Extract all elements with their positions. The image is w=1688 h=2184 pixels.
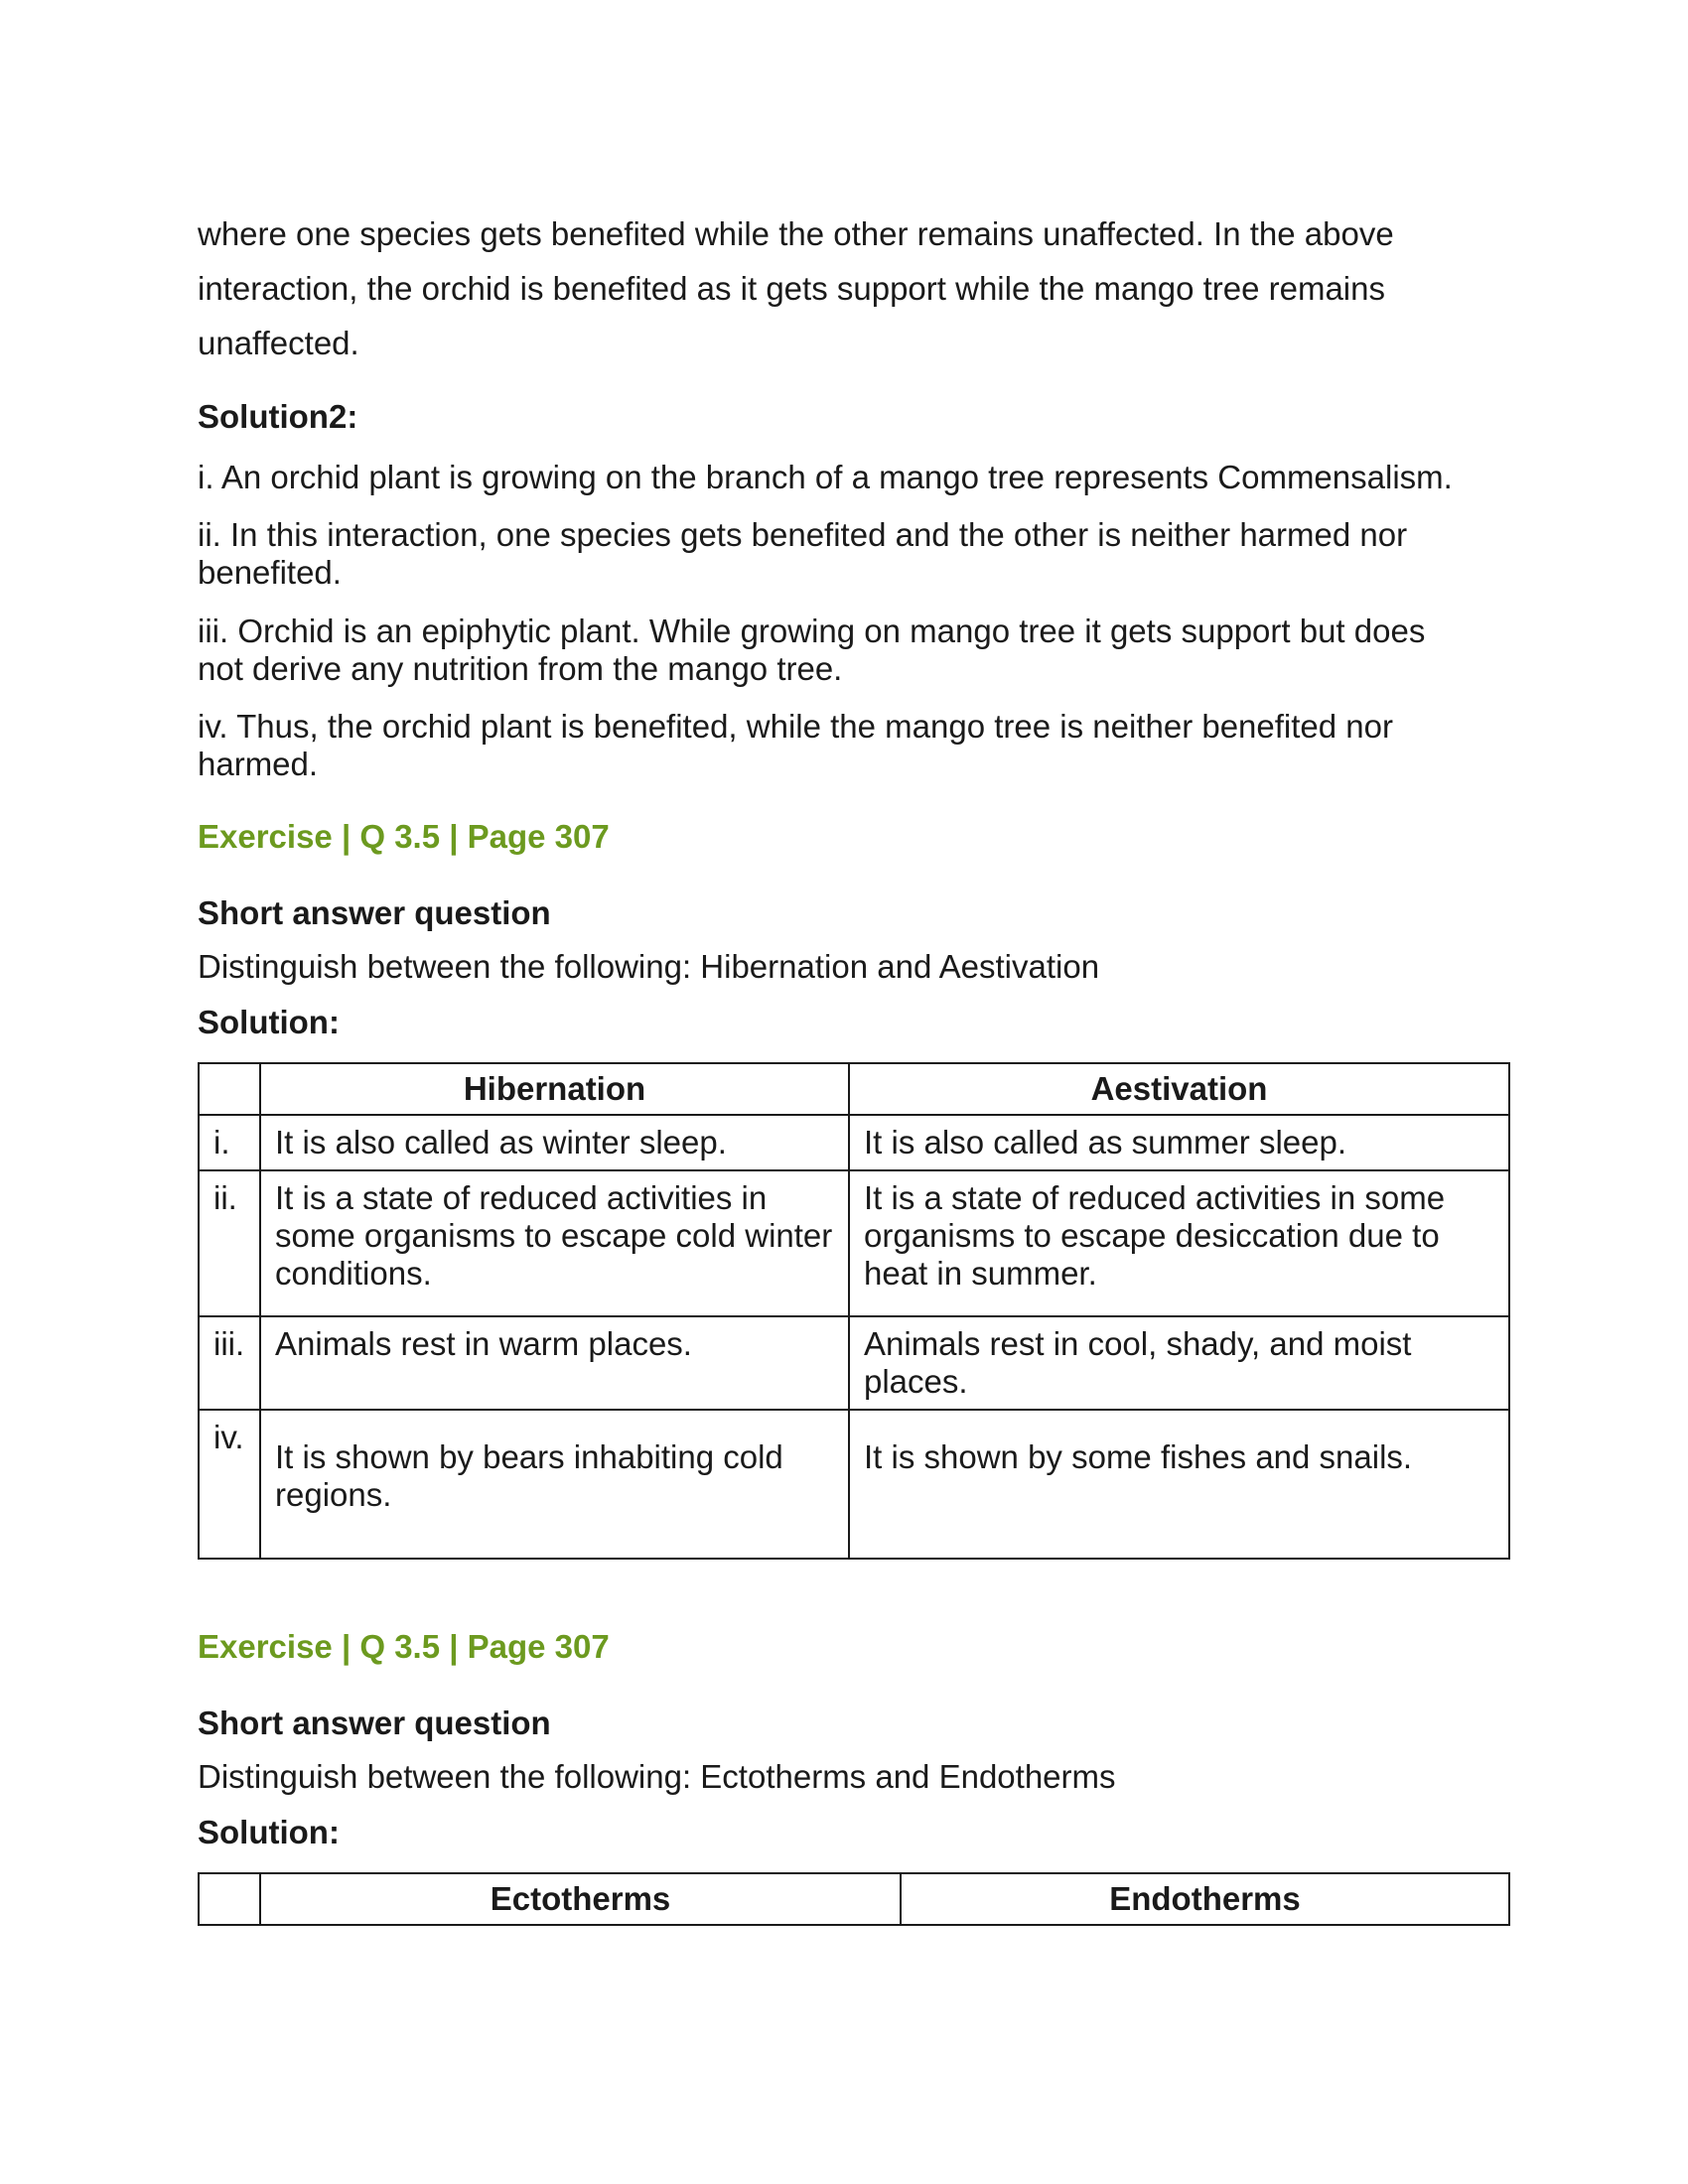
table-header-cell: Ectotherms xyxy=(260,1873,901,1925)
table-header-cell: Aestivation xyxy=(849,1063,1509,1115)
table-row xyxy=(199,1115,1509,1170)
exercise-heading-block xyxy=(198,1627,1508,1667)
solution-label: Solution: xyxy=(198,1814,340,1850)
intro-line: where one species gets benefited while the other remains unaffected. In the above xyxy=(198,215,1394,252)
table-header-cell: Hibernation xyxy=(260,1063,849,1115)
question-type: Short answer question xyxy=(198,1705,551,1741)
table-header-row xyxy=(199,1873,1509,1925)
table-header-cell xyxy=(199,1873,260,1925)
table-cell: It is also called as winter sleep. xyxy=(260,1115,849,1170)
exercise-heading: Exercise | Q 3.5 | Page 307 xyxy=(198,1628,610,1665)
solution2-item xyxy=(198,708,1508,783)
intro-line: unaffected. xyxy=(198,325,359,361)
table-cell: It is shown by bears inhabiting cold regions. xyxy=(260,1410,849,1559)
row-number: iii. xyxy=(199,1316,260,1410)
table-row xyxy=(199,1170,1509,1316)
exercise-heading-block xyxy=(198,817,1508,857)
question-type-block xyxy=(198,893,1508,933)
solution-label-block xyxy=(198,1003,1508,1042)
question-block xyxy=(198,1758,1508,1796)
table-cell: Animals rest in warm places. xyxy=(260,1316,849,1410)
solution2-item xyxy=(198,516,1508,592)
ectotherms-endotherms-table xyxy=(198,1872,1510,1926)
solution2-item-text: ii. In this interaction, one species gets benefited and the other is neither harmed nor benefited. xyxy=(198,516,1408,591)
row-number: ii. xyxy=(199,1170,260,1316)
solution2-item xyxy=(198,459,1508,496)
solution2-item-text: iv. Thus, the orchid plant is benefited, while the mango tree is neither benefited nor harmed. xyxy=(198,708,1394,782)
intro-paragraph xyxy=(198,206,1508,370)
question-type-block xyxy=(198,1704,1508,1743)
table-cell: Animals rest in cool, shady, and moist places. xyxy=(849,1316,1509,1410)
question-text: Distinguish between the following: Hibernation and Aestivation xyxy=(198,948,1100,985)
question-block xyxy=(198,948,1508,986)
row-number: iv. xyxy=(199,1410,260,1559)
solution2-item-text: iii. Orchid is an epiphytic plant. While growing on mango tree it gets support but does not derive any nutrition from the mango tree. xyxy=(198,613,1426,687)
table-row xyxy=(199,1410,1509,1559)
row-number: i. xyxy=(199,1115,260,1170)
table-cell: It is shown by some fishes and snails. xyxy=(849,1410,1509,1559)
intro-line: interaction, the orchid is benefited as it gets support while the mango tree remains xyxy=(198,270,1385,307)
table-header-row xyxy=(199,1063,1509,1115)
solution-label-block xyxy=(198,1813,1508,1852)
table-header-cell xyxy=(199,1063,260,1115)
solution-label: Solution: xyxy=(198,1004,340,1040)
hibernation-aestivation-table xyxy=(198,1062,1510,1560)
solution2-heading-block xyxy=(198,397,1508,437)
solution2-item-text: i. An orchid plant is growing on the branch of a mango tree represents Commensalism. xyxy=(198,459,1453,495)
question-type: Short answer question xyxy=(198,894,551,931)
table-header-cell: Endotherms xyxy=(901,1873,1509,1925)
solution2-item xyxy=(198,613,1508,688)
table-cell: It is also called as summer sleep. xyxy=(849,1115,1509,1170)
table-cell: It is a state of reduced activities in some organisms to escape cold winter conditions. xyxy=(260,1170,849,1316)
exercise-heading: Exercise | Q 3.5 | Page 307 xyxy=(198,818,610,855)
table-row xyxy=(199,1316,1509,1410)
table-cell: It is a state of reduced activities in some organisms to escape desiccation due to heat in summer. xyxy=(849,1170,1509,1316)
solution2-heading: Solution2: xyxy=(198,398,358,435)
question-text: Distinguish between the following: Ectotherms and Endotherms xyxy=(198,1758,1116,1795)
